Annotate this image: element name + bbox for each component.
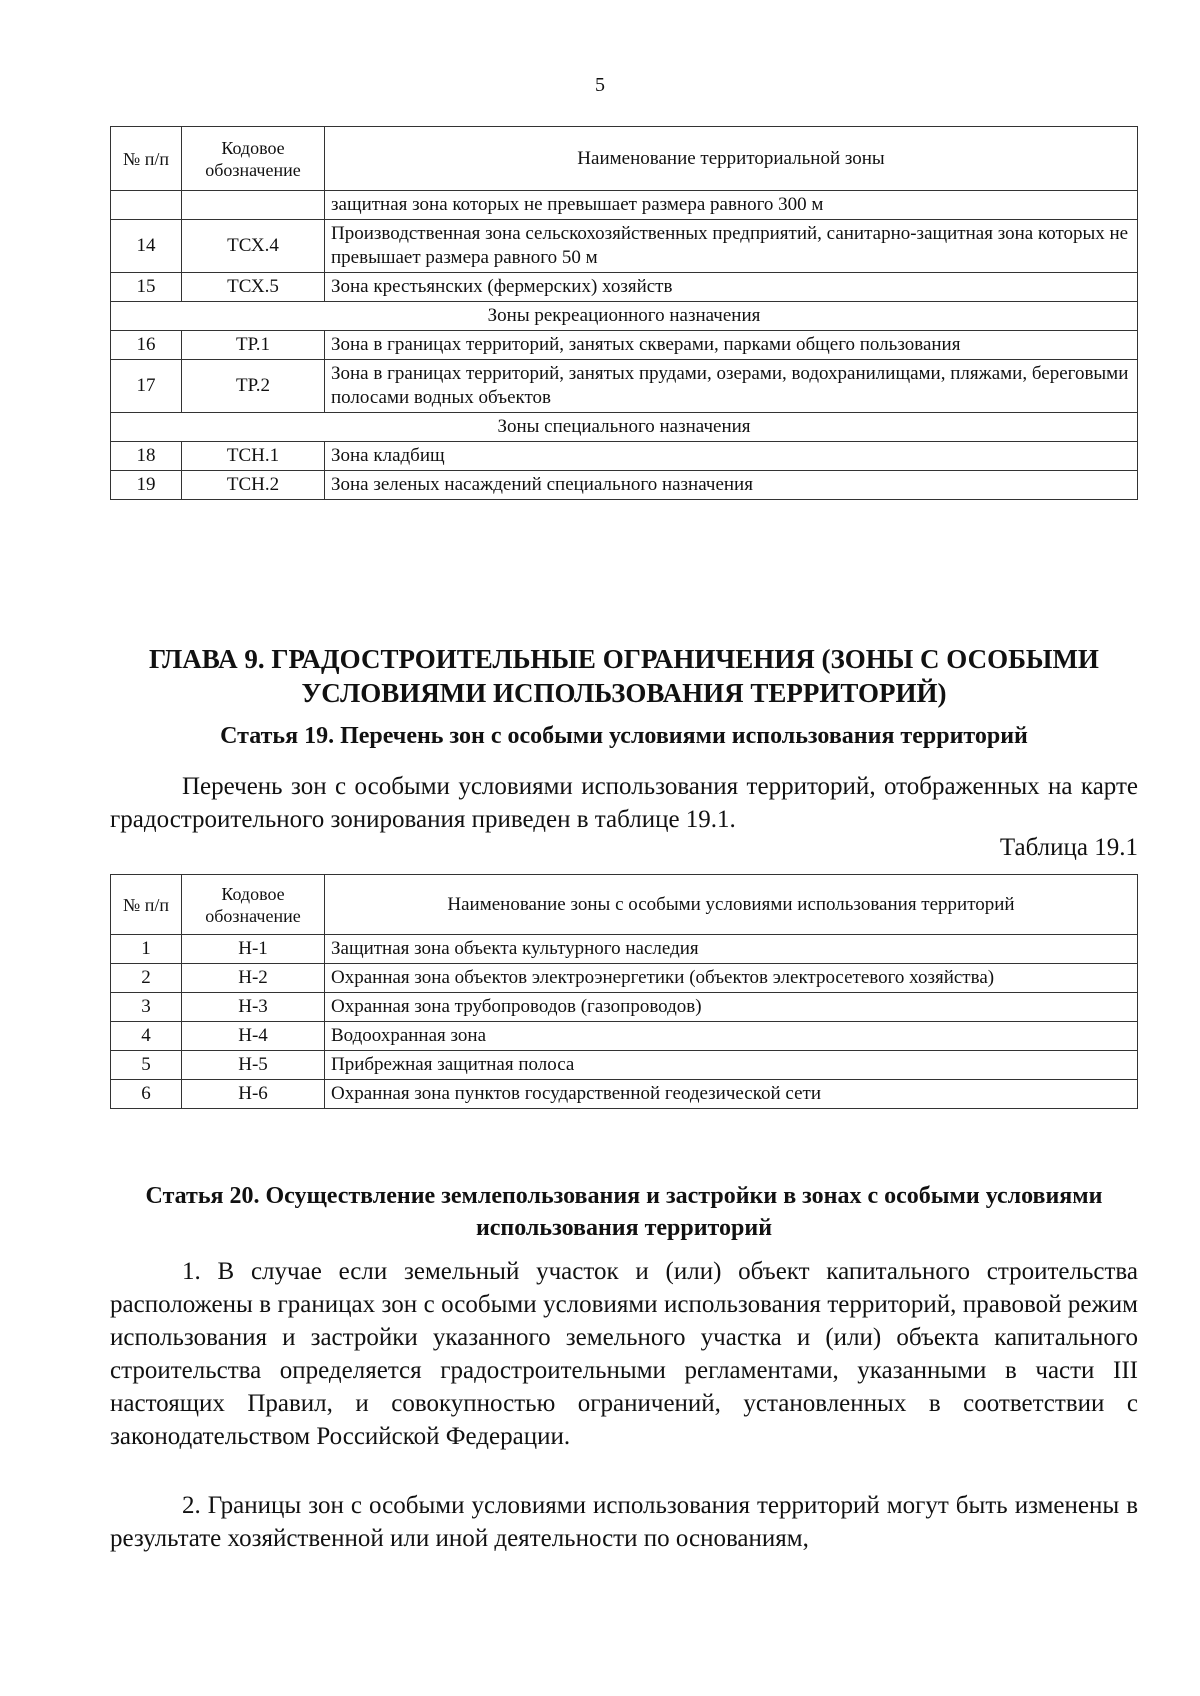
special-zones-table bbox=[110, 874, 1138, 1109]
table-header-row bbox=[111, 875, 1138, 935]
cell-number: 14 bbox=[111, 220, 182, 273]
section-row bbox=[111, 413, 1138, 442]
table-row bbox=[111, 360, 1138, 413]
cell-zone-name: Зона в границах территорий, занятых скверами, парками общего пользования bbox=[325, 331, 1138, 360]
table-label: Таблица 19.1 bbox=[999, 834, 1138, 861]
section-row bbox=[111, 302, 1138, 331]
cell-zone-name: Зона кладбищ bbox=[325, 442, 1138, 471]
table-row bbox=[111, 935, 1138, 964]
table-row bbox=[111, 1080, 1138, 1109]
cell-code: ТСХ.4 bbox=[182, 220, 325, 273]
cell-code: ТР.1 bbox=[182, 331, 325, 360]
article-20-paragraph-2: 2. Границы зон с особыми условиями использования территорий могут быть изменены в результате хозяйственной или иной деятельности по основаниям, bbox=[110, 1492, 1138, 1552]
section-title: Зоны специального назначения bbox=[111, 413, 1138, 442]
cell-code: Н-6 bbox=[182, 1080, 325, 1109]
table-row bbox=[111, 471, 1138, 500]
header-zone-name: Наименование зоны с особыми условиями использования территорий bbox=[325, 875, 1138, 935]
cell-number: 1 bbox=[111, 935, 182, 964]
cell-code: Н-3 bbox=[182, 993, 325, 1022]
cell-code: Н-1 bbox=[182, 935, 325, 964]
cell-number: 19 bbox=[111, 471, 182, 500]
cell-zone-name: Прибрежная защитная полоса bbox=[325, 1051, 1138, 1080]
territorial-zones-table bbox=[110, 126, 1138, 500]
cell-code: ТСХ.5 bbox=[182, 273, 325, 302]
cell-number: 15 bbox=[111, 273, 182, 302]
cell-zone-name: Охранная зона пунктов государственной геодезической сети bbox=[325, 1080, 1138, 1109]
cell-zone-name: Производственная зона сельскохозяйственных предприятий, санитарно-защитная зона которых не превышает размера равного 50 м bbox=[325, 220, 1138, 273]
cell-code bbox=[182, 191, 325, 220]
table-row bbox=[111, 1051, 1138, 1080]
header-code: Кодовое обозначение bbox=[182, 127, 325, 191]
table-row bbox=[111, 964, 1138, 993]
cell-number: 18 bbox=[111, 442, 182, 471]
cell-code: ТСН.2 bbox=[182, 471, 325, 500]
article-19-text: Перечень зон с особыми условиями использования территорий, отображенных на карте градостроительного зонирования приведен в таблице 19.1. bbox=[110, 773, 1138, 833]
table-row bbox=[111, 442, 1138, 471]
cell-zone-name: Зона в границах территорий, занятых прудами, озерами, водохранилищами, пляжами, береговыми полосами водных объектов bbox=[325, 360, 1138, 413]
table-row bbox=[111, 993, 1138, 1022]
cell-code: ТСН.1 bbox=[182, 442, 325, 471]
table-row bbox=[111, 191, 1138, 220]
cell-code: ТР.2 bbox=[182, 360, 325, 413]
cell-zone-name: Водоохранная зона bbox=[325, 1022, 1138, 1051]
cell-number: 3 bbox=[111, 993, 182, 1022]
article-19-title: Статья 19. Перечень зон с особыми условиями использования территорий bbox=[220, 723, 1028, 749]
cell-zone-name: защитная зона которых не превышает размера равного 300 м bbox=[325, 191, 1138, 220]
header-number: № п/п bbox=[111, 127, 182, 191]
cell-zone-name: Зона крестьянских (фермерских) хозяйств bbox=[325, 273, 1138, 302]
cell-number: 5 bbox=[111, 1051, 182, 1080]
article-20-paragraph-1: 1. В случае если земельный участок и (или) объект капитального строительства расположены в границах зон с особыми условиями использования территорий, правовой режим использования и застройки указанного земельного участка и (или) объекта капитального строительства определяется градостроительными регламентами, указанными в части III настоящих Правил, и совокупностью ограничений, установленных в соответствии с законодательством Российской Федерации. bbox=[110, 1258, 1138, 1450]
cell-zone-name: Охранная зона объектов электроэнергетики (объектов электросетевого хозяйства) bbox=[325, 964, 1138, 993]
section-title: Зоны рекреационного назначения bbox=[111, 302, 1138, 331]
cell-zone-name: Зона зеленых насаждений специального назначения bbox=[325, 471, 1138, 500]
table-row bbox=[111, 273, 1138, 302]
cell-code: Н-5 bbox=[182, 1051, 325, 1080]
cell-number: 4 bbox=[111, 1022, 182, 1051]
page-number: 5 bbox=[595, 74, 605, 96]
table-row bbox=[111, 331, 1138, 360]
cell-number: 6 bbox=[111, 1080, 182, 1109]
table-row bbox=[111, 220, 1138, 273]
cell-number: 17 bbox=[111, 360, 182, 413]
header-number: № п/п bbox=[111, 875, 182, 935]
chapter-title: ГЛАВА 9. ГРАДОСТРОИТЕЛЬНЫЕ ОГРАНИЧЕНИЯ (ЗОНЫ С ОСОБЫМИ УСЛОВИЯМИ ИСПОЛЬЗОВАНИЯ ТЕРРИТОРИЙ) bbox=[149, 644, 1099, 708]
header-code: Кодовое обозначение bbox=[182, 875, 325, 935]
cell-zone-name: Защитная зона объекта культурного наследия bbox=[325, 935, 1138, 964]
cell-zone-name: Охранная зона трубопроводов (газопроводов) bbox=[325, 993, 1138, 1022]
cell-code: Н-4 bbox=[182, 1022, 325, 1051]
cell-number bbox=[111, 191, 182, 220]
table-row bbox=[111, 1022, 1138, 1051]
table-header-row bbox=[111, 127, 1138, 191]
article-20-title: Статья 20. Осуществление землепользования и застройки в зонах с особыми условиями использования территорий bbox=[145, 1183, 1103, 1241]
cell-number: 16 bbox=[111, 331, 182, 360]
header-zone-name: Наименование территориальной зоны bbox=[325, 127, 1138, 191]
cell-number: 2 bbox=[111, 964, 182, 993]
cell-code: Н-2 bbox=[182, 964, 325, 993]
